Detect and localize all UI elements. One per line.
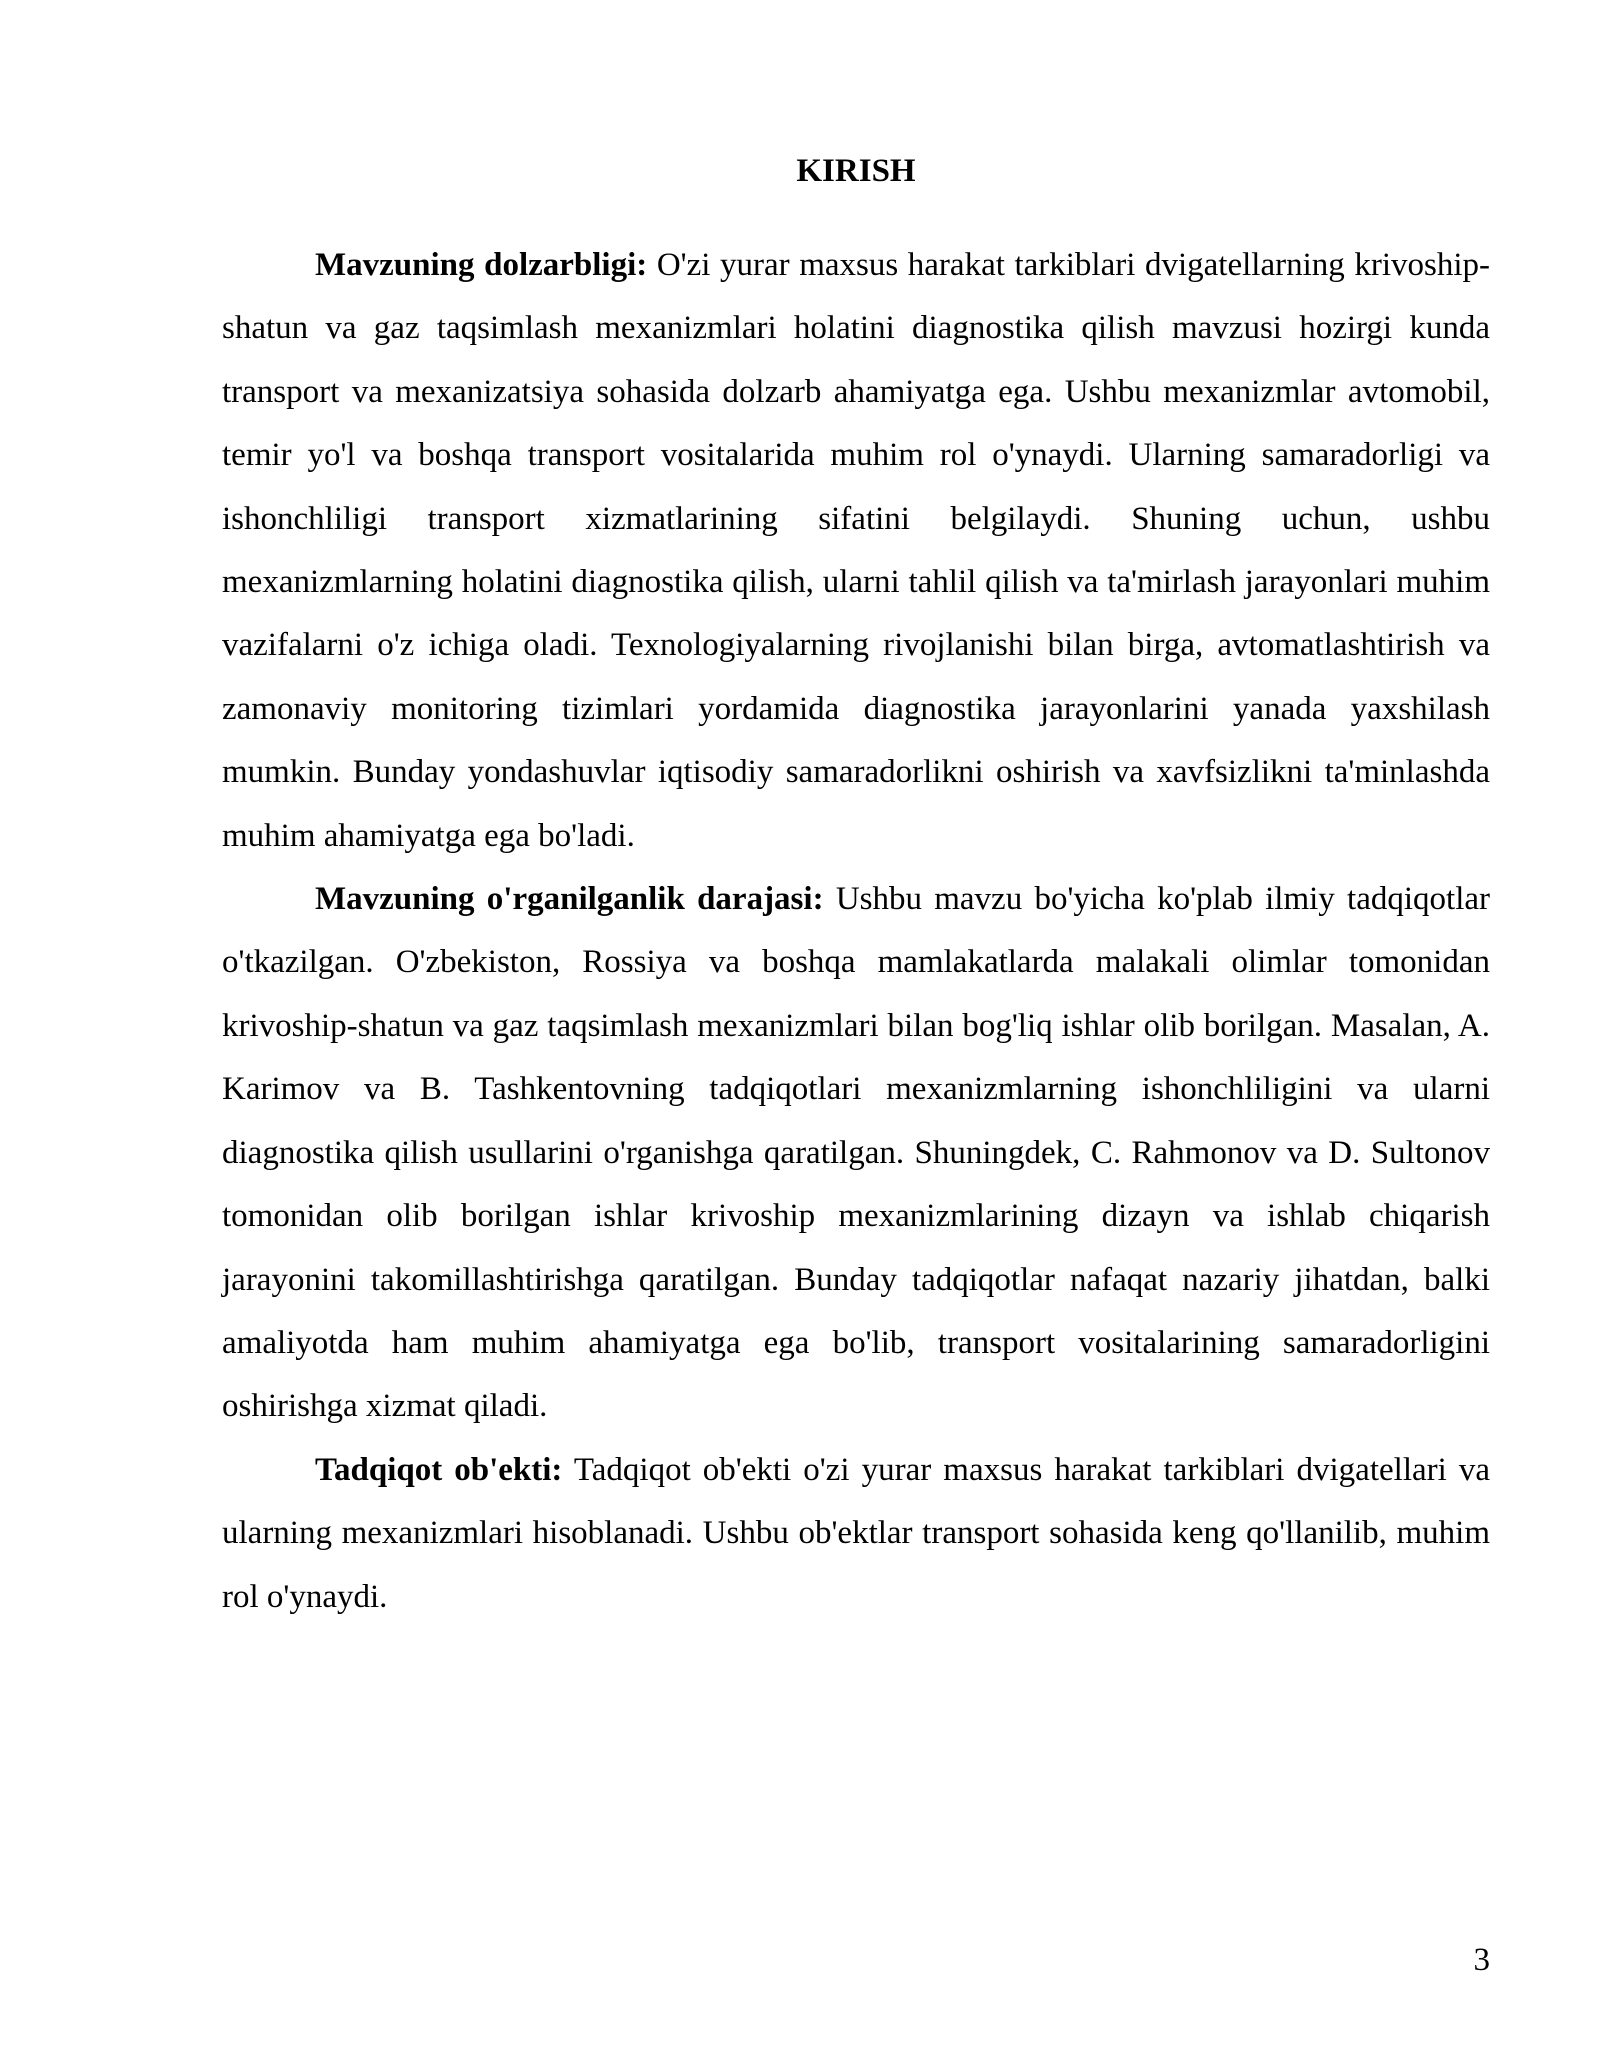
paragraph-lead: Mavzuning dolzarbligi:	[315, 247, 648, 283]
paragraph-text: O'zi yurar maxsus harakat tarkiblari dvigatellarning krivoship-shatun va gaz taqsimlash mexanizmlari holatini diagnostika qilish mavzusi hozirgi kunda transport va mexanizatsiya sohasida dolzarb ahamiyatga ega. Ushbu mexanizmlar avtomobil, temir yo'l va boshqa transport vositalarida muhim rol o'ynaydi. Ularning samaradorligi va ishonchliligi transport xizmatlarining sifatini belgilaydi. Shuning uchun, ushbu mexanizmlarning holatini diagnostika qilish, ularni tahlil qilish va ta'mirlash jarayonlari muhim vazifalarni o'z ichiga oladi. Texnologiyalarning rivojlanishi bilan birga, avtomatlashtirish va zamonaviy monitoring tizimlari yordamida diagnostika jarayonlarini yanada yaxshilash mumkin. Bunday yondashuvlar iqtisodiy samaradorlikni oshirish va xavfsizlikni ta'minlashda muhim ahamiyatga ega bo'ladi.	[222, 247, 1490, 854]
paragraph-text: Ushbu mavzu bo'yicha ko'plab ilmiy tadqiqotlar o'tkazilgan. O'zbekiston, Rossiya va boshqa mamlakatlarda malakali olimlar tomonidan krivoship-shatun va gaz taqsimlash mexanizmlari bilan bog'liq ishlar olib borilgan. Masalan, A. Karimov va B. Tashkentovning tadqiqotlari mexanizmlarning ishonchliligini va ularni diagnostika qilish usullarini o'rganishga qaratilgan. Shuningdek, C. Rahmonov va D. Sultonov tomonidan olib borilgan ishlar krivoship mexanizmlarining dizayn va ishlab chiqarish jarayonini takomillashtirishga qaratilgan. Bunday tadqiqotlar nafaqat nazariy jihatdan, balki amaliyotda ham muhim ahamiyatga ega bo'lib, transport vositalarining samaradorligini oshirishga xizmat qiladi.	[222, 881, 1490, 1425]
body-text	[222, 234, 1490, 1629]
paragraph-lead: Mavzuning o'rganilganlik darajasi:	[315, 881, 824, 918]
paragraph-research-object	[222, 1439, 1490, 1629]
paragraph-relevance	[222, 234, 1490, 868]
paragraph-text: Tadqiqot ob'ekti o'zi yurar maxsus harakat tarkiblari dvigatellari va ularning mexanizmlari hisoblanadi. Ushbu ob'ektlar transport sohasida keng qo'llanilib, muhim rol o'ynaydi.	[222, 1451, 1490, 1615]
paragraph-study-level	[222, 868, 1490, 1439]
paragraph-lead: Tadqiqot ob'ekti:	[315, 1451, 563, 1488]
page-number: 3	[1473, 1942, 1490, 1978]
page-heading: KIRISH	[796, 153, 916, 189]
